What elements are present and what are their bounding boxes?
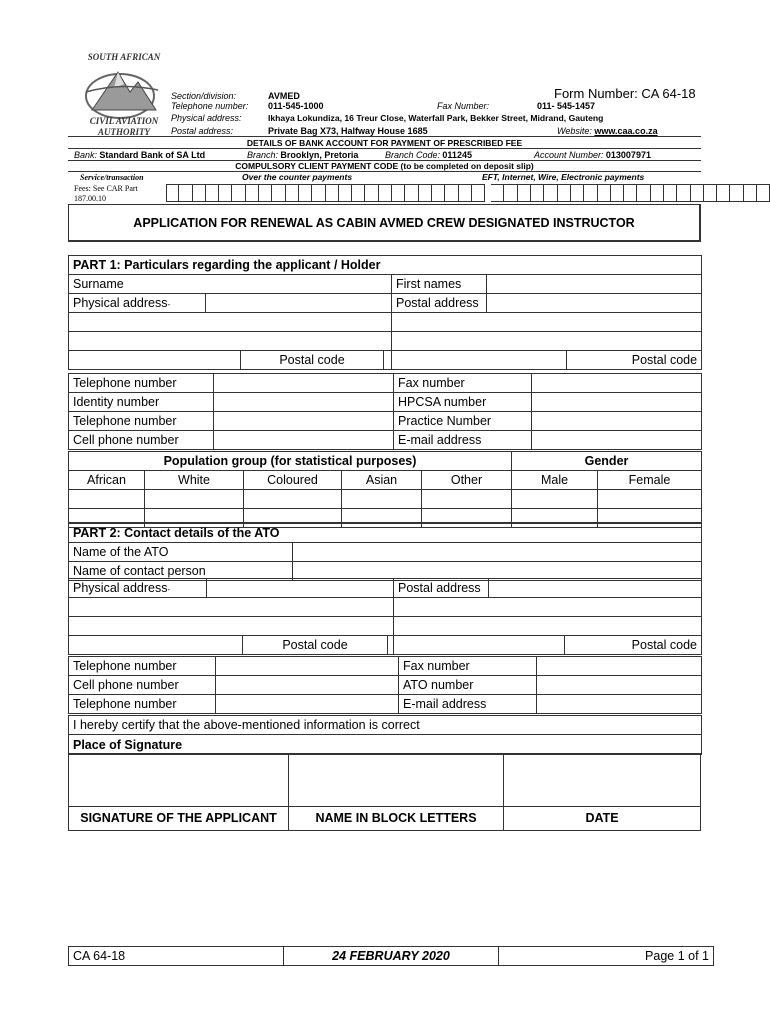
group-white: White — [145, 471, 244, 490]
gender-female: Female — [598, 471, 702, 490]
ato-physical-label: Physical address- — [69, 579, 207, 598]
ato-postal-label: Postal address — [394, 579, 489, 598]
ato-number-field[interactable] — [537, 676, 702, 695]
part1-heading: PART 1: Particulars regarding the applicant / Holder — [69, 256, 702, 275]
fax-value: 011- 545-1457 — [537, 101, 596, 111]
ato-postal-line-2[interactable] — [394, 598, 702, 617]
ato-fax-field[interactable] — [537, 657, 702, 676]
signature-applicant-box[interactable] — [68, 753, 289, 807]
other-checkbox[interactable] — [422, 490, 512, 509]
postal-address-field[interactable] — [487, 294, 702, 313]
white-checkbox[interactable] — [145, 490, 244, 509]
ato-telephone-label: Telephone number — [69, 657, 216, 676]
male-checkbox[interactable] — [512, 490, 598, 509]
telephone-field[interactable] — [214, 374, 394, 393]
branch-code-line — [385, 150, 472, 160]
cell-label: Cell phone number — [69, 431, 214, 450]
telephone-value: 011-545-1000 — [268, 101, 324, 111]
part2-address-table — [68, 578, 702, 655]
gender-male: Male — [512, 471, 598, 490]
population-heading: Population group (for statistical purposes) — [69, 452, 512, 471]
telephone-2-field[interactable] — [214, 412, 394, 431]
hpcsa-field[interactable] — [532, 393, 702, 412]
cell-field[interactable] — [214, 431, 394, 450]
bank-line — [74, 150, 205, 160]
website-link[interactable]: www.caa.co.za — [594, 126, 658, 136]
ato-postal-line-3[interactable] — [394, 617, 702, 636]
physical-value: Ikhaya Lokundiza, 16 Treur Close, Waterfall Park, Bekker Street, Midrand, Gauteng — [268, 113, 604, 123]
ato-telephone-2-label: Telephone number — [69, 695, 216, 714]
postal-code-label-2: Postal code — [567, 351, 702, 370]
footer-form-code: CA 64-18 — [69, 947, 284, 966]
ato-physical-line-3[interactable] — [69, 617, 394, 636]
part1-grid — [68, 255, 701, 370]
certify-table — [68, 715, 702, 755]
payment-code-cells[interactable] — [166, 184, 770, 202]
branch-line — [247, 150, 358, 160]
female-checkbox[interactable] — [598, 490, 702, 509]
branch-label: Branch: — [247, 150, 279, 160]
ato-postal-code-label-1: Postal code — [243, 636, 388, 655]
ato-email-field[interactable] — [537, 695, 702, 714]
physical-label: Physical address: — [171, 113, 242, 123]
group-asian: Asian — [342, 471, 422, 490]
ato-postal-code-label-2: Postal code — [565, 636, 702, 655]
section-label: Section/division: — [171, 91, 237, 101]
caa-logo — [74, 52, 174, 138]
ato-physical-field[interactable] — [207, 579, 394, 598]
part1-contact-table — [68, 373, 702, 450]
telephone-2-label: Telephone number — [69, 412, 214, 431]
ato-physical-line-2[interactable] — [69, 598, 394, 617]
account-line — [534, 150, 651, 160]
population-table — [68, 451, 702, 528]
contact-person-label: Name of contact person — [69, 561, 293, 580]
footer-page: Page 1 of 1 — [499, 947, 714, 966]
footer-date: 24 FEBRUARY 2020 — [284, 947, 499, 966]
account-value: 013007971 — [605, 150, 651, 160]
part2-table — [68, 522, 702, 581]
postal-code-field-1[interactable] — [384, 351, 392, 370]
coloured-checkbox[interactable] — [244, 490, 342, 509]
website-line — [557, 126, 658, 136]
date-label-cell — [503, 806, 701, 831]
surname-row — [69, 275, 392, 294]
part2-heading: PART 2: Contact details of the ATO — [69, 523, 702, 542]
ato-physical-line-4[interactable] — [69, 636, 243, 655]
physical-address-line-3[interactable] — [69, 332, 392, 351]
website-label: Website: — [557, 126, 592, 136]
postal-code-label-1: Postal code — [241, 351, 384, 370]
branch-code-value: 011245 — [442, 150, 472, 160]
ato-cell-field[interactable] — [216, 676, 399, 695]
eft-label: EFT, Internet, Wire, Electronic payments — [482, 172, 645, 182]
surname-label: Surname — [73, 277, 124, 291]
logo-bottom-text-1: CIVIL AVIATION — [89, 116, 159, 126]
fax-field[interactable] — [532, 374, 702, 393]
practice-field[interactable] — [532, 412, 702, 431]
bank-label: Bank: — [74, 150, 98, 160]
fees-note-1: Fees: See CAR Part — [74, 184, 138, 193]
logo-bottom-text-2: AUTHORITY — [97, 127, 150, 137]
ato-postal-field[interactable] — [489, 579, 702, 598]
part2-contact-table — [68, 656, 702, 714]
email-label: E-mail address — [394, 431, 532, 450]
identity-field[interactable] — [214, 393, 394, 412]
identity-label: Identity number — [69, 393, 214, 412]
postal-address-line-2[interactable] — [392, 313, 702, 332]
date-box[interactable] — [503, 753, 701, 807]
email-field[interactable] — [532, 431, 702, 450]
group-african: African — [69, 471, 145, 490]
logo-top-text: SOUTH AFRICAN — [87, 52, 161, 62]
postal-value: Private Bag X73, Halfway House 1685 — [268, 126, 428, 136]
branch-value: Brooklyn, Pretoria — [280, 150, 359, 160]
practice-label: Practice Number — [394, 412, 532, 431]
hpcsa-label: HPCSA number — [394, 393, 532, 412]
ato-email-label: E-mail address — [399, 695, 537, 714]
name-block-box[interactable] — [288, 753, 504, 807]
bank-value: Standard Bank of SA Ltd — [99, 150, 206, 160]
page-title: APPLICATION FOR RENEWAL AS CABIN AVMED CREW DESIGNATED INSTRUCTOR — [133, 216, 635, 230]
mountain-emblem-icon — [74, 62, 174, 122]
name-label-cell — [288, 806, 504, 831]
ato-name-label: Name of the ATO — [69, 542, 293, 561]
ato-fax-label: Fax number — [399, 657, 537, 676]
first-names-label: First names — [392, 275, 487, 294]
ato-telephone-2-field[interactable] — [216, 695, 399, 714]
telephone-label: Telephone number — [69, 374, 214, 393]
payment-code-title: COMPULSORY CLIENT PAYMENT CODE (to be completed on deposit slip) — [235, 161, 534, 171]
date-label: DATE — [585, 811, 619, 825]
telephone-label: Telephone number: — [171, 101, 249, 111]
form-number: Form Number: CA 64-18 — [554, 86, 696, 101]
bank-rule-top — [68, 136, 701, 137]
ato-name-field[interactable] — [293, 542, 702, 561]
ato-number-label: ATO number — [399, 676, 537, 695]
branch-code-label: Branch Code: — [385, 150, 441, 160]
bank-title: DETAILS OF BANK ACCOUNT FOR PAYMENT OF PRESCRIBED FEE — [246, 138, 523, 148]
ato-cell-label: Cell phone number — [69, 676, 216, 695]
place-of-signature-label: Place of Signature — [69, 735, 702, 755]
postal-address-label: Postal address — [392, 294, 487, 313]
footer-table — [68, 946, 714, 966]
title-box — [68, 204, 701, 242]
group-other: Other — [422, 471, 512, 490]
fax-label: Fax Number: — [437, 101, 490, 111]
signature-applicant-label: SIGNATURE OF THE APPLICANT — [80, 811, 277, 825]
signature-label-cell — [68, 806, 289, 831]
postal-label: Postal address: — [171, 126, 234, 136]
physical-address-label: Physical address- — [69, 294, 206, 313]
african-checkbox[interactable] — [69, 490, 145, 509]
physical-address-field[interactable] — [206, 294, 392, 313]
ato-telephone-field[interactable] — [216, 657, 399, 676]
first-names-field[interactable] — [487, 275, 702, 294]
fees-note-2: 187.00.10 — [74, 194, 106, 203]
name-block-label: NAME IN BLOCK LETTERS — [315, 811, 477, 825]
account-label: Account Number: — [534, 150, 604, 160]
certify-text: I hereby certify that the above-mentioned information is correct — [69, 716, 702, 735]
counter-label: Over the counter payments — [242, 172, 353, 182]
service-label: Service/transaction — [80, 173, 144, 182]
physical-address-line-4[interactable] — [69, 351, 241, 370]
physical-address-line-2[interactable] — [69, 313, 392, 332]
bank-rule-2 — [68, 148, 701, 149]
gender-heading: Gender — [512, 452, 702, 471]
asian-checkbox[interactable] — [342, 490, 422, 509]
group-coloured: Coloured — [244, 471, 342, 490]
section-value: AVMED — [268, 91, 300, 101]
postal-address-line-3[interactable] — [392, 332, 702, 351]
fax-label: Fax number — [394, 374, 532, 393]
ato-postal-line-4[interactable] — [394, 636, 565, 655]
postal-address-line-4[interactable] — [392, 351, 567, 370]
